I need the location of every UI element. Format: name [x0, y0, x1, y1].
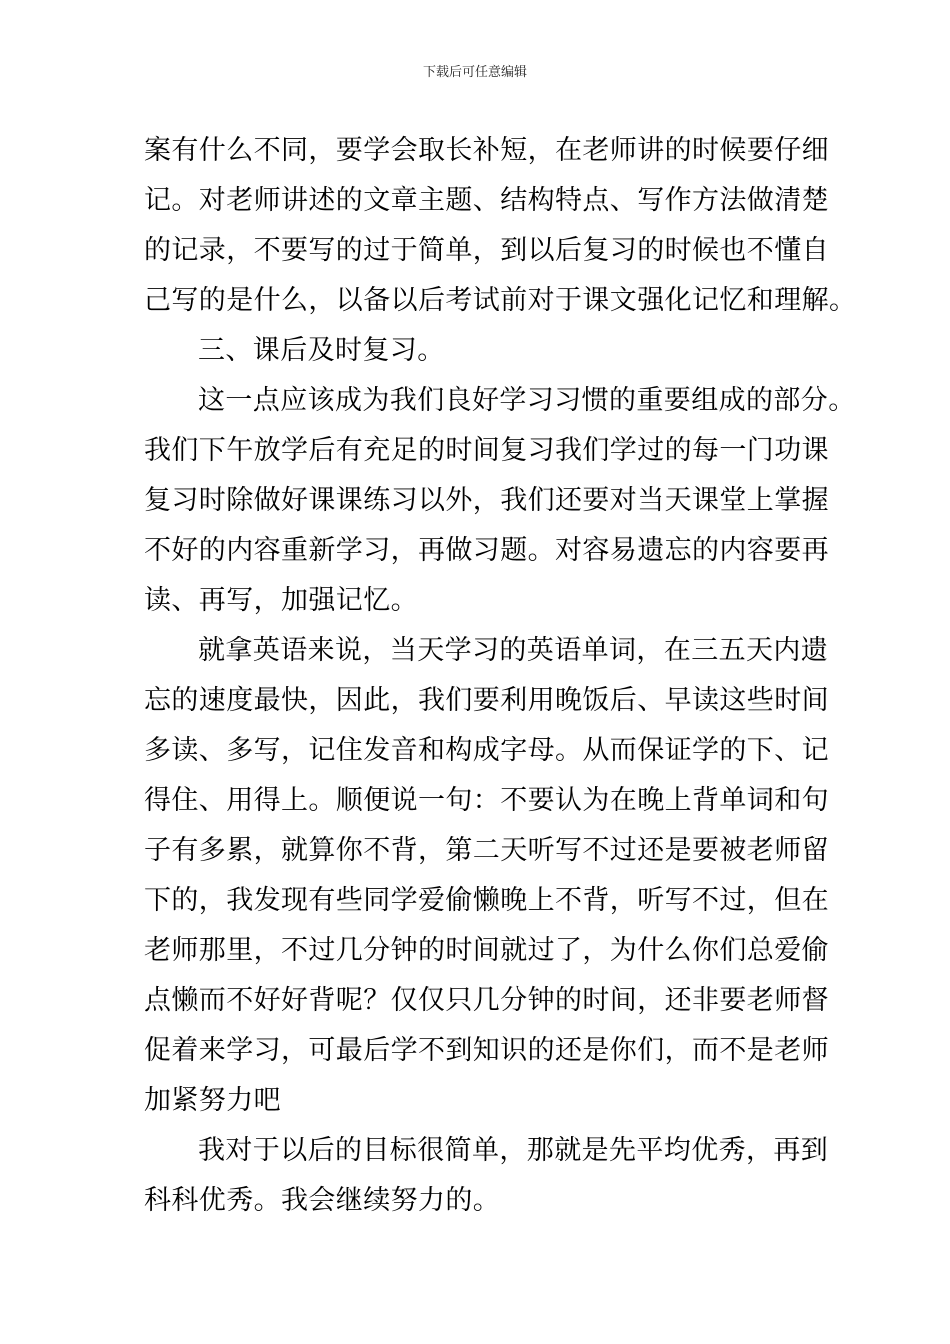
text-line: 科科优秀。我会继续努力的。 [144, 1185, 501, 1216]
text-line: 点懒而不好好背呢？仅仅只几分钟的时间，还非要老师督 [144, 985, 829, 1016]
text-line: 这一点应该成为我们良好学习习惯的重要组成的部分。 [198, 385, 856, 416]
text-line: 多读、多写，记住发音和构成字母。从而保证学的下、记 [144, 735, 829, 766]
document-body [144, 126, 857, 1226]
text-line: 读、再写，加强记忆。 [144, 585, 418, 616]
text-line: 老师那里，不过几分钟的时间就过了，为什么你们总爱偷 [144, 935, 829, 966]
page-header: 下载后可任意编辑 [422, 65, 527, 80]
text-line: 的记录，不要写的过于简单，到以后复习的时候也不懂自 [144, 235, 829, 266]
text-line: 我对于以后的目标很简单，那就是先平均优秀，再到 [198, 1135, 829, 1166]
text-line: 就拿英语来说，当天学习的英语单词，在三五天内遗 [198, 635, 829, 666]
text-line: 下的，我发现有些同学爱偷懒晚上不背，听写不过，但在 [144, 885, 829, 916]
text-line: 加紧努力吧 [144, 1085, 281, 1116]
text-line: 我们下午放学后有充足的时间复习我们学过的每一门功课 [144, 435, 829, 466]
text-line: 案有什么不同，要学会取长补短，在老师讲的时候要仔细 [144, 135, 829, 166]
text-line: 促着来学习，可最后学不到知识的还是你们，而不是老师 [144, 1035, 829, 1066]
text-line: 忘的速度最快，因此，我们要利用晚饭后、早读这些时间 [144, 685, 829, 716]
text-line: 记。对老师讲述的文章主题、结构特点、写作方法做清楚 [144, 185, 829, 216]
text-line: 得住、用得上。顺便说一句：不要认为在晚上背单词和句 [144, 785, 829, 816]
text-line: 复习时除做好课课练习以外，我们还要对当天课堂上掌握 [144, 485, 829, 516]
text-line: 子有多累，就算你不背，第二天听写不过还是要被老师留 [144, 835, 829, 866]
text-line: 己写的是什么，以备以后考试前对于课文强化记忆和理解。 [144, 285, 857, 316]
text-line: 不好的内容重新学习，再做习题。对容易遗忘的内容要再 [144, 535, 829, 566]
text-line: 三、课后及时复习。 [198, 335, 445, 366]
